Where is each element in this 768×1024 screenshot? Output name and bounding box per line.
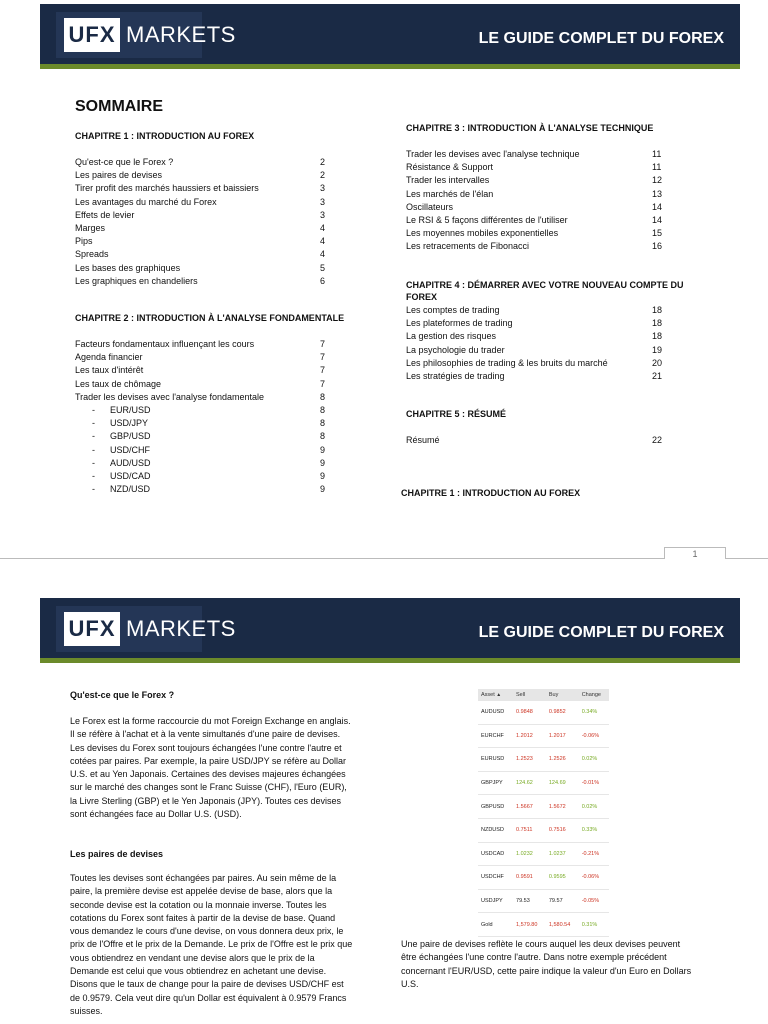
toc-entry[interactable]	[75, 391, 330, 404]
toc-entry-label: EUR/USD	[110, 404, 151, 415]
logo-ufx-text-2: UFX	[64, 612, 120, 646]
toc-entry-label: Agenda financier	[75, 352, 143, 363]
toc-entry-page: 18	[652, 305, 663, 315]
toc-entry-page: 9	[320, 444, 326, 455]
quotes-cell-change: -0.21%	[579, 842, 609, 866]
page-header	[40, 4, 740, 64]
quotes-cell-buy: 1.2017	[546, 724, 579, 748]
toc-entry[interactable]	[406, 201, 666, 214]
toc-entry-page: 4	[320, 249, 326, 260]
toc-entry-label: La psychologie du trader	[406, 344, 505, 355]
table-row[interactable]	[478, 795, 609, 819]
toc-entry-label: Qu'est-ce que le Forex ?	[75, 157, 174, 167]
toc-entry-label: Marges	[75, 222, 106, 233]
toc-entry-label: Les avantages du marché du Forex	[75, 196, 217, 207]
toc-entry-label: Les philosophies de trading & les bruits du marché	[406, 357, 608, 368]
toc-entry-label: NZD/USD	[110, 484, 150, 495]
quotes-cell-buy: 1.2526	[546, 748, 579, 772]
toc-entry-page: 5	[320, 262, 326, 273]
toc-ch4-list	[406, 304, 666, 383]
quotes-cell-change: -0.06%	[579, 866, 609, 890]
toc-entry-page: 7	[320, 352, 326, 363]
toc-entry-page: 18	[652, 331, 663, 342]
toc-entry-page: 4	[320, 222, 326, 233]
toc-entry-page: 8	[320, 391, 326, 402]
toc-entry-label: Les retracements de Fibonacci	[406, 241, 530, 252]
toc-entry-page: 19	[652, 344, 663, 355]
toc-ch2-title: CHAPITRE 2 : INTRODUCTION À L'ANALYSE FONDAMENTALE	[75, 313, 345, 323]
quotes-cell-change: 0.31%	[579, 913, 609, 937]
toc-ch1-list	[75, 156, 330, 288]
toc-entry[interactable]	[406, 357, 666, 370]
quotes-cell-change: 0.02%	[579, 795, 609, 819]
quotes-cell-sell: 1.0232	[513, 842, 546, 866]
toc-entry-page: 13	[652, 188, 663, 199]
toc-entry-page: 9	[320, 484, 326, 495]
toc-entry[interactable]	[75, 275, 330, 288]
toc-ch4-title-line1: CHAPITRE 4 : DÉMARRER AVEC VOTRE NOUVEAU COMPTE DU	[406, 280, 684, 290]
toc-entry[interactable]	[75, 444, 330, 457]
quotes-cell-buy: 1,580.54	[546, 913, 579, 937]
toc-entry-label: USD/JPY	[110, 418, 149, 429]
quotes-cell-sell: 0.9848	[513, 701, 546, 724]
toc-entry[interactable]	[75, 338, 330, 351]
quotes-table	[478, 689, 609, 937]
toc-entry-label: Tirer profit des marchés haussiers et baissiers	[75, 183, 259, 194]
section-heading-forex: Qu'est-ce que le Forex ?	[70, 690, 175, 700]
toc-entry-page: 7	[320, 378, 326, 389]
quotes-cell-asset: GBPJPY	[478, 771, 513, 795]
toc-entry-page: 11	[652, 162, 662, 173]
toc-entry-label: Spreads	[75, 249, 109, 260]
toc-entry-label: Effets de levier	[75, 209, 135, 220]
quotes-col-sell[interactable]: Sell	[513, 689, 546, 701]
toc-ch5-list	[406, 434, 666, 447]
table-row[interactable]	[478, 889, 609, 913]
toc-entry[interactable]	[75, 248, 330, 261]
toc-entry-page: 11	[652, 149, 662, 159]
toc-entry[interactable]	[75, 351, 330, 364]
toc-entry-label: Les graphiques en chandeliers	[75, 275, 198, 286]
quotes-cell-asset: USDCAD	[478, 842, 513, 866]
toc-entry[interactable]	[75, 470, 330, 483]
table-row[interactable]	[478, 701, 609, 724]
toc-entry-page: 3	[320, 183, 326, 194]
logo-markets-text-2: MARKETS	[126, 616, 236, 641]
toc-entry-page: 18	[652, 318, 663, 329]
paragraph-paires: Toutes les devises sont échangées par paires. Au sein même de la paire, la première devise est appelée devise de base, alors que la seconde devise est la cotation ou la monnaie inverse. Toutes les cotations du Forex sont faites à partir de la devise de base. Quand vous demandez le cours d'une devise, on vous donnera deux prix, le prix de l'Offre et le prix de la Demande. Le prix de l'Offre est le prix que vous obtiendrez en vendant une devise alors que le prix de la Demande est celui que vous obtiendrez en achetant une devise. Disons que le taux de change pour la paire de devises USD/CHF est de 0.9579. Cela veut dire qu'un Dollar est équivalent à 0.9579 Francs suisses.	[70, 873, 353, 1016]
quotes-cell-change: -0.01%	[579, 771, 609, 795]
toc-entry-page: 2	[320, 170, 326, 181]
header-stripe-2	[40, 658, 740, 663]
toc-entry-page: 22	[652, 435, 663, 445]
quotes-col-asset-label: Asset	[481, 692, 495, 698]
toc-footer-chapter: CHAPITRE 1 : INTRODUCTION AU FOREX	[401, 488, 581, 498]
quotes-cell-asset: USDCHF	[478, 866, 513, 890]
sommaire-heading: SOMMAIRE	[75, 98, 163, 115]
quotes-cell-buy: 0.7516	[546, 818, 579, 842]
table-row[interactable]	[478, 748, 609, 772]
toc-entry-label: Trader les intervalles	[406, 175, 490, 186]
table-row[interactable]	[478, 724, 609, 748]
toc-entry-label: Facteurs fondamentaux influençant les cours	[75, 339, 255, 349]
quotes-cell-change: 0.33%	[579, 818, 609, 842]
quotes-cell-change: 0.02%	[579, 748, 609, 772]
toc-entry-label: La gestion des risques	[406, 331, 497, 342]
toc-entry[interactable]	[75, 417, 330, 430]
toc-entry[interactable]	[75, 378, 330, 391]
toc-entry[interactable]	[406, 161, 666, 174]
toc-entry[interactable]	[406, 317, 666, 330]
quotes-col-asset[interactable]	[478, 689, 513, 701]
toc-ch3-title: CHAPITRE 3 : INTRODUCTION À L'ANALYSE TECHNIQUE	[406, 123, 654, 133]
quotes-cell-buy: 79.57	[546, 889, 579, 913]
toc-entry[interactable]	[75, 457, 330, 470]
toc-entry[interactable]	[406, 304, 666, 317]
toc-ch5-title: CHAPITRE 5 : RÉSUMÉ	[406, 409, 507, 419]
toc-entry-page: 12	[652, 175, 663, 186]
toc-entry[interactable]	[406, 227, 666, 240]
toc-entry-label: Les stratégies de trading	[406, 370, 505, 381]
quotes-header-row	[478, 689, 609, 701]
toc-entry-page: 16	[652, 241, 663, 252]
toc-entry-page: 15	[652, 228, 663, 239]
toc-entry-label: Les plateformes de trading	[406, 318, 513, 329]
table-row[interactable]	[478, 771, 609, 795]
toc-entry-label: Trader les devises avec l'analyse technique	[406, 149, 580, 159]
toc-entry[interactable]	[406, 434, 666, 447]
toc-entry[interactable]	[75, 196, 330, 209]
toc-entry-page: 8	[320, 431, 326, 442]
toc-ch4-title-line2: FOREX	[406, 292, 438, 302]
toc-entry[interactable]	[75, 222, 330, 235]
toc-entry-page: 6	[320, 275, 326, 286]
page-number: 1	[664, 547, 726, 559]
toc-entry[interactable]	[75, 404, 330, 417]
quotes-cell-sell: 1,579.80	[513, 913, 546, 937]
toc-entry-page: 3	[320, 196, 326, 207]
ufx-logo-2	[56, 606, 236, 652]
toc-entry-label: Les moyennes mobiles exponentielles	[406, 228, 559, 239]
toc-entry-label: AUD/USD	[110, 457, 151, 468]
toc-ch2-list	[75, 338, 330, 496]
quotes-cell-asset: NZDUSD	[478, 818, 513, 842]
toc-entry-label: USD/CHF	[110, 444, 150, 455]
toc-entry[interactable]	[75, 235, 330, 248]
toc-entry-label: Les paires de devises	[75, 170, 163, 181]
toc-entry-label: Les bases des graphiques	[75, 262, 181, 273]
table-row[interactable]	[478, 866, 609, 890]
ufx-logo	[56, 12, 236, 58]
toc-entry-label: Les taux de chômage	[75, 378, 162, 389]
toc-entry-label: Résistance & Support	[406, 162, 494, 173]
toc-entry[interactable]	[406, 330, 666, 343]
toc-entry[interactable]	[75, 430, 330, 443]
toc-entry-page: 21	[652, 370, 663, 381]
toc-entry-page: 20	[652, 357, 663, 368]
toc-entry[interactable]	[75, 169, 330, 182]
quotes-cell-change: -0.06%	[579, 724, 609, 748]
paragraph-forex: Le Forex est la forme raccourcie du mot Foreign Exchange en anglais. Il se réfère à l'achat et à la vente simultanés d'une paire de devises. Les devises du Forex sont toujours échangées l'une contre l'autre et cotées par paires. Par exemple, la paire USD/JPY se réfère au Dollar U.S. et au Yen Japonais. Certaines des devises majeures échangées sur le marché des changes sont le Franc Suisse (CHF), l'Euro (EUR), la Livre Sterling (GBP) et le Yen Japonais (JPY). Toutes ces devises sont échangées face au Dollar U.S. (USD).	[70, 716, 351, 820]
toc-entry-label: Résumé	[406, 435, 440, 445]
toc-ch1-title: CHAPITRE 1 : INTRODUCTION AU FOREX	[75, 131, 255, 141]
quotes-col-change[interactable]: Change	[579, 689, 609, 701]
toc-entry-label: Oscillateurs	[406, 201, 454, 212]
toc-entry-label: Trader les devises avec l'analyse fondamentale	[75, 391, 264, 402]
toc-entry-label: Les marchés de l'élan	[406, 188, 494, 199]
toc-entry-label: USD/CAD	[110, 470, 151, 481]
page2-header	[40, 598, 740, 658]
logo-markets-text: MARKETS	[126, 22, 236, 47]
quotes-cell-change: 0.34%	[579, 701, 609, 724]
toc-entry-label: Le RSI & 5 façons différentes de l'utiliser	[406, 214, 568, 225]
table-row[interactable]	[478, 913, 609, 937]
quotes-cell-buy: 0.9852	[546, 701, 579, 724]
quotes-cell-asset: EURUSD	[478, 748, 513, 772]
table-row[interactable]	[478, 818, 609, 842]
header-title-2: LE GUIDE COMPLET DU FOREX	[478, 624, 724, 641]
toc-entry-page: 4	[320, 236, 326, 247]
quotes-cell-asset: USDJPY	[478, 889, 513, 913]
toc-entry[interactable]	[75, 483, 330, 496]
toc-entry[interactable]	[406, 370, 666, 383]
section-heading-paires: Les paires de devises	[70, 849, 164, 859]
toc-entry-label: Les taux d'intérêt	[75, 365, 144, 376]
quotes-caption: Une paire de devises reflète le cours auquel les deux devises peuvent être échangées l'une contre l'autre. Dans notre exemple précédent concernant l'EUR/USD, cette paire indique la valeur d'un Euro en Dollars U.S.	[401, 939, 692, 989]
quotes-cell-sell: 79.53	[513, 889, 546, 913]
quotes-cell-sell: 1.5667	[513, 795, 546, 819]
quotes-cell-buy: 1.5672	[546, 795, 579, 819]
quotes-cell-asset: AUDUSD	[478, 701, 513, 724]
header-title: LE GUIDE COMPLET DU FOREX	[478, 30, 724, 47]
toc-entry[interactable]	[75, 182, 330, 195]
logo-ufx-text: UFX	[64, 18, 120, 52]
toc-entry-label: Les comptes de trading	[406, 305, 500, 315]
sort-arrow-icon: ▲	[496, 692, 502, 698]
quotes-col-buy[interactable]: Buy	[546, 689, 579, 701]
toc-entry-page: 14	[652, 214, 663, 225]
quotes-cell-sell: 124.62	[513, 771, 546, 795]
toc-entry-page: 7	[320, 365, 326, 376]
toc-entry[interactable]	[406, 148, 666, 161]
page-divider-right	[724, 558, 768, 559]
toc-entry[interactable]	[406, 214, 666, 227]
page-divider-left	[0, 558, 664, 559]
quotes-cell-asset: GBPUSD	[478, 795, 513, 819]
toc-entry-label: GBP/USD	[110, 431, 151, 442]
toc-entry[interactable]	[406, 188, 666, 201]
quotes-cell-buy: 1.0237	[546, 842, 579, 866]
toc-entry[interactable]	[75, 156, 330, 169]
quotes-cell-sell: 0.9591	[513, 866, 546, 890]
toc-ch3-list	[406, 148, 666, 254]
toc-entry[interactable]	[75, 262, 330, 275]
header-stripe	[40, 64, 740, 69]
toc-entry[interactable]	[406, 344, 666, 357]
quotes-cell-sell: 1.2012	[513, 724, 546, 748]
toc-entry-label: Pips	[75, 236, 93, 247]
quotes-cell-sell: 1.2523	[513, 748, 546, 772]
quotes-cell-change: -0.05%	[579, 889, 609, 913]
quotes-cell-buy: 124.69	[546, 771, 579, 795]
toc-entry[interactable]	[75, 364, 330, 377]
quotes-cell-asset: EURCHF	[478, 724, 513, 748]
toc-entry[interactable]	[406, 240, 666, 253]
toc-entry-page: 8	[320, 404, 326, 415]
toc-entry[interactable]	[75, 209, 330, 222]
toc-entry-page: 2	[320, 157, 326, 167]
toc-entry-page: 14	[652, 201, 663, 212]
toc-entry-page: 9	[320, 470, 326, 481]
quotes-cell-sell: 0.7511	[513, 818, 546, 842]
toc-entry[interactable]	[406, 174, 666, 187]
toc-entry-page: 3	[320, 209, 326, 220]
quotes-cell-buy: 0.9595	[546, 866, 579, 890]
toc-entry-page: 8	[320, 418, 326, 429]
quotes-cell-asset: Gold	[478, 913, 513, 937]
toc-ch4-title	[406, 279, 706, 303]
toc-entry-page: 7	[320, 339, 326, 349]
table-row[interactable]	[478, 842, 609, 866]
toc-entry-page: 9	[320, 457, 326, 468]
